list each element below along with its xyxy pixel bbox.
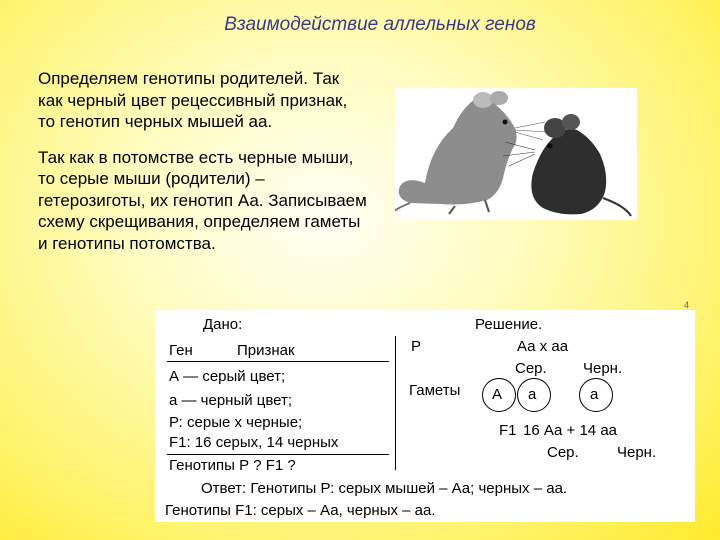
vertical-divider [395,336,396,470]
slide-title: Взаимодействие аллельных генов [224,14,536,35]
given-divider [167,454,389,455]
slide-number: 4 [684,300,690,310]
gametes-label: Гаметы [409,382,461,399]
given-row-4: F1: 16 серых, 14 черных [169,434,339,451]
gamete-2: а [528,386,537,403]
given-row-2: а — черный цвет; [169,392,293,409]
parent-phenotype-gray: Сер. [515,360,547,377]
answer-line-2: Генотипы F1: серых – Аа, черных – аа. [165,502,436,519]
f1-phenotype-gray: Сер. [547,444,579,461]
parents-label: Р [411,338,422,355]
f1-label: F1 [499,422,517,439]
f1-result: 16 Аа + 14 аа [523,422,617,439]
parent-phenotype-black: Черн. [583,360,623,377]
task-solution-panel [155,310,695,522]
intro-paragraph-1: Определяем генотипы родителей. Так как черный цвет рецессивный признак, то генотип черных мышей аа. [38,69,348,131]
black-mouse-image [503,114,631,216]
mice-illustration [395,88,637,220]
given-row-1: А — серый цвет; [169,368,286,385]
given-question: Генотипы Р ? F1 ? [169,457,296,474]
answer-line-1: Ответ: Генотипы Р: серых мышей – Аа; черных – аа. [201,480,568,497]
gene-column-header: Ген [169,342,193,359]
f1-phenotype-black: Черн. [617,444,657,461]
given-label: Дано: [203,316,243,333]
gamete-3: а [590,386,599,403]
given-row-3: Р: серые х черные; [169,414,303,431]
intro-text [38,68,368,268]
gamete-1: А [492,386,503,403]
gray-mouse-image [395,91,547,220]
header-divider [167,361,389,362]
parents-cross: Аа х аа [517,338,569,355]
intro-paragraph-2: Так как в потомстве есть черные мыши, то серые мыши (родители) – гетерозиготы, их генотип Аа. Записываем схему скрещивания, определяем гаметы и генотипы потомства. [38,147,367,253]
trait-column-header: Признак [237,342,295,359]
solution-label: Решение. [475,316,543,333]
